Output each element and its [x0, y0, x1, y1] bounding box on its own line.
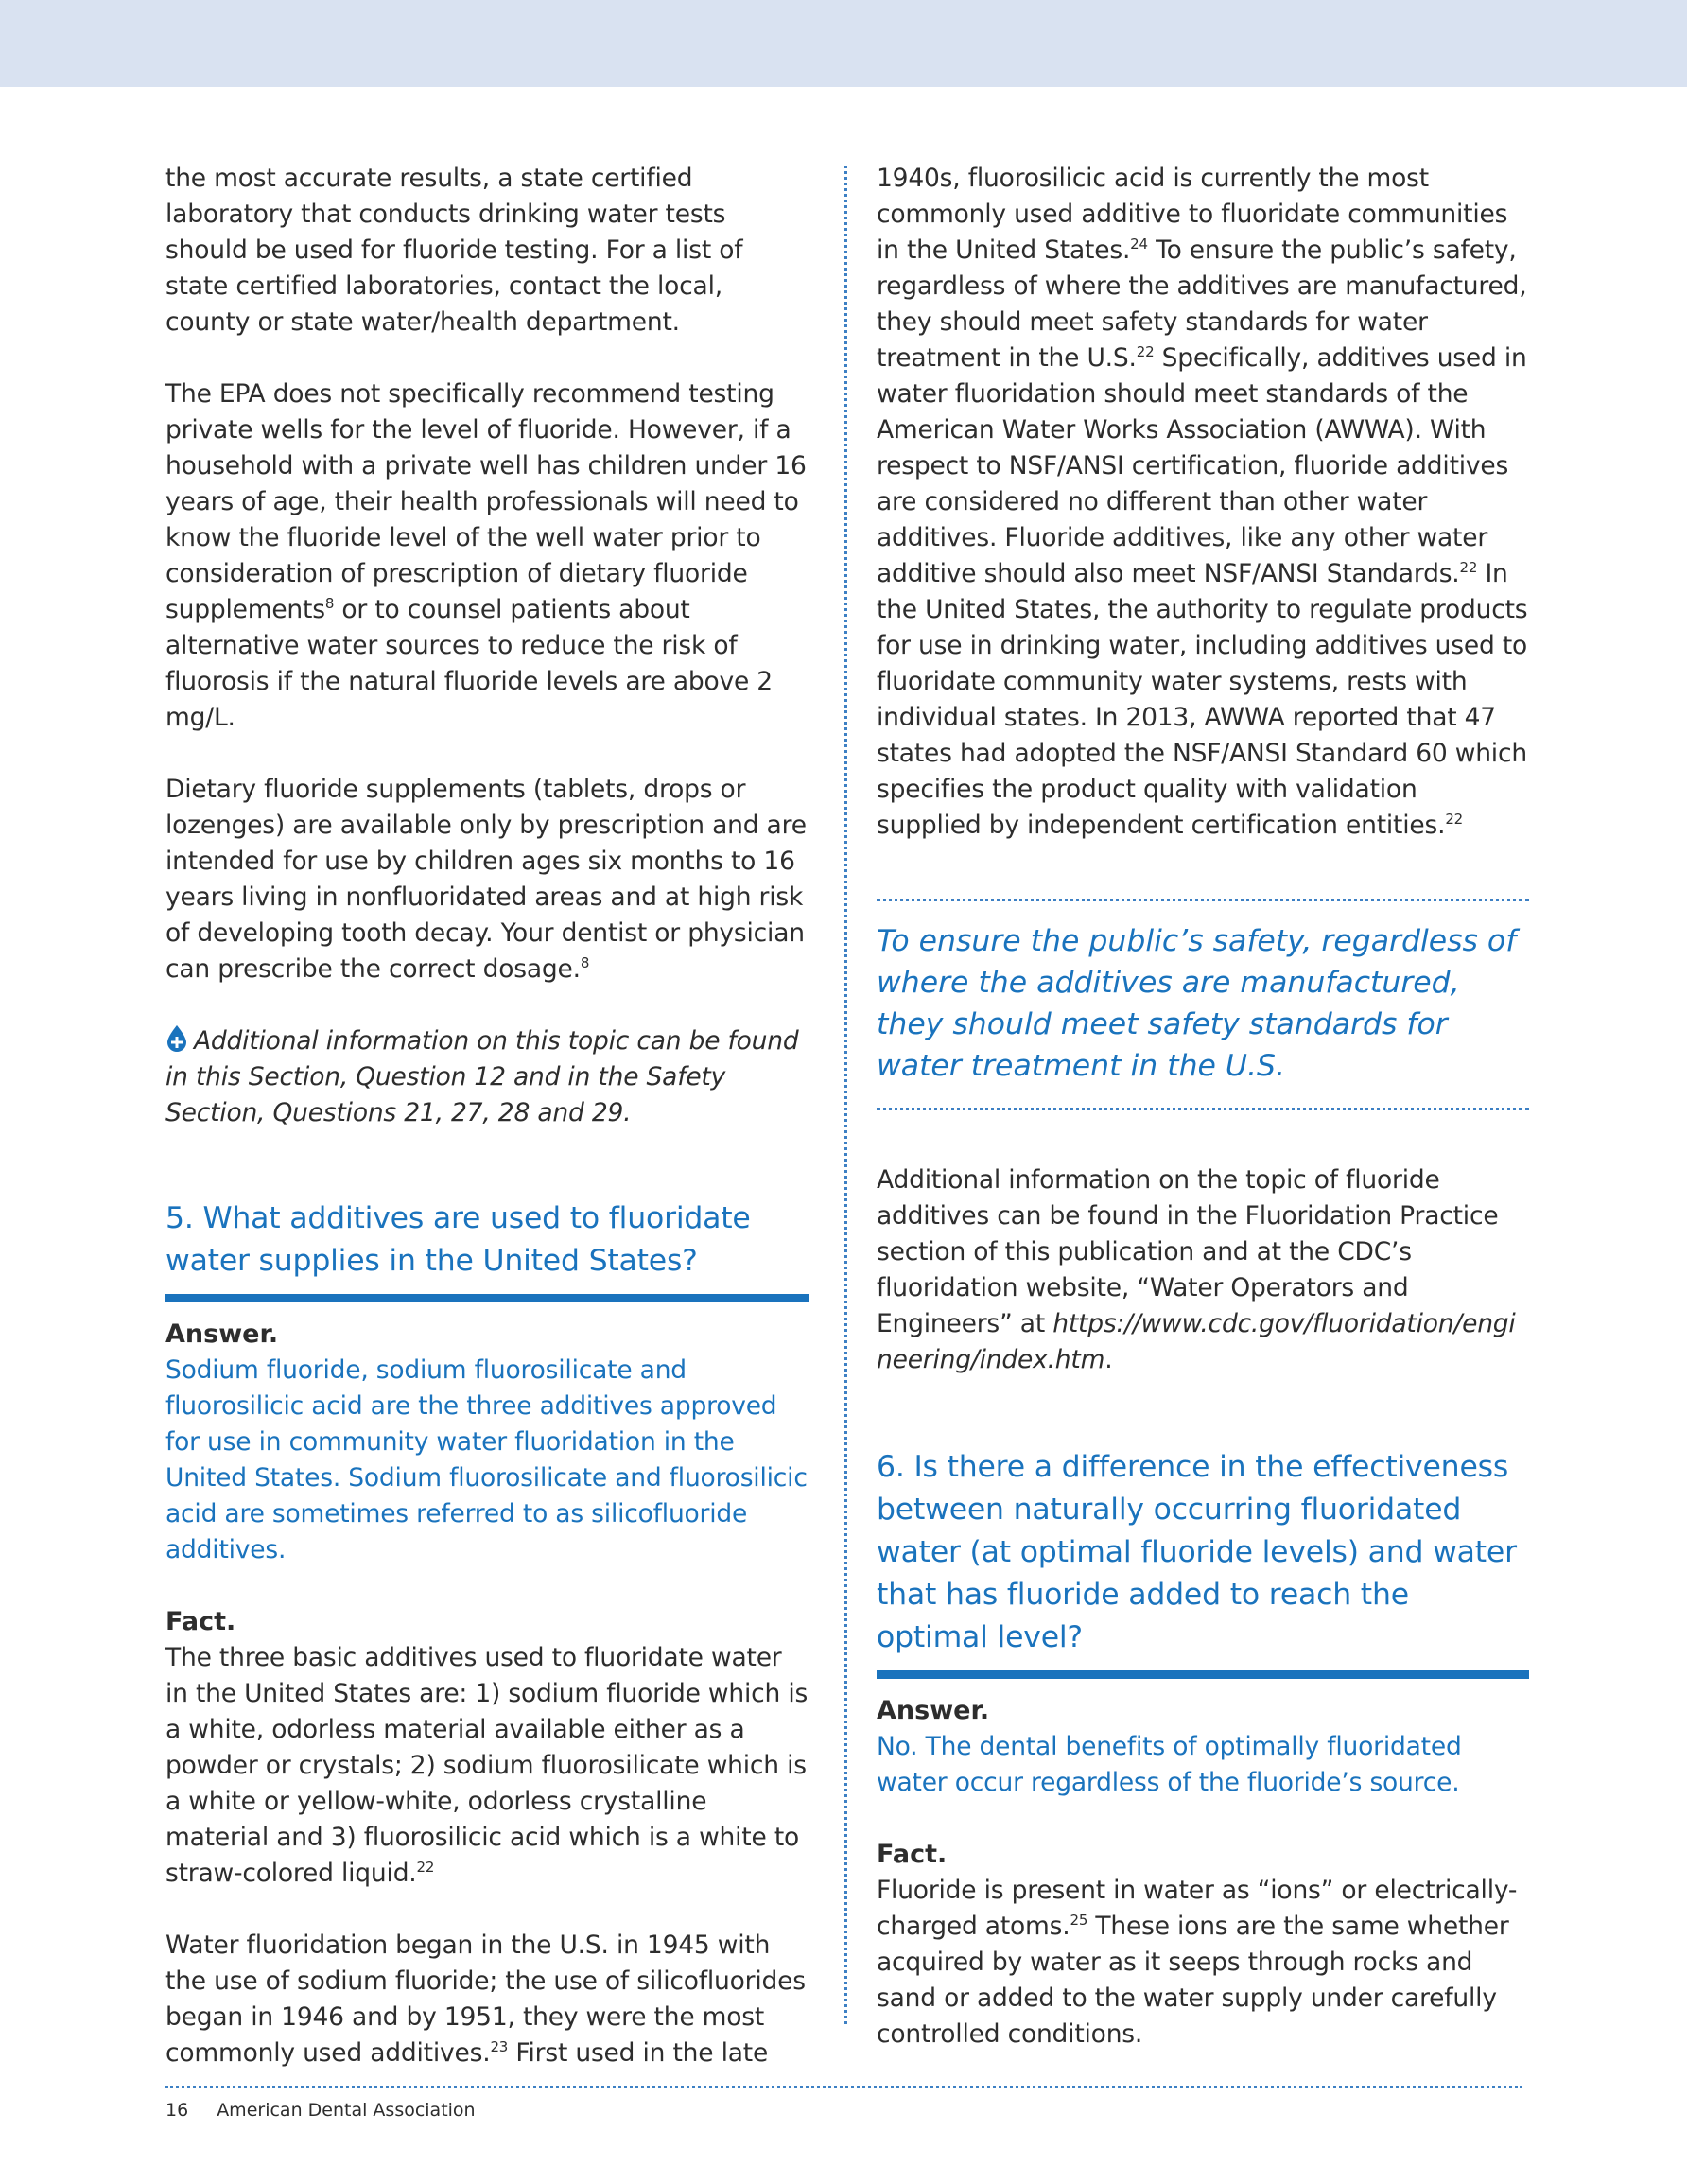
question-6-answer: No. The dental benefits of optimally fluoridated water occur regardless of the fluoride’s source.: [877, 1732, 1462, 1797]
answer-label: Answer.: [877, 1696, 990, 1725]
reference-mark: 8: [324, 595, 335, 613]
reference-mark: 22: [1445, 811, 1464, 829]
heading-rule: [165, 1294, 809, 1302]
question-5-fact-additives: The three basic additives used to fluoridate water in the United States are: 1) sodium fluoride which is a white, odorless material available either as a powder or crystals; 2) sodium fluorosilicate which is a white or yellow-white, odorless crystalline material and 3) fluorosilicic acid which is a white to straw-colored liquid.$^{22}$: [165, 1643, 809, 1888]
reference-mark: 22: [416, 1859, 435, 1877]
right-column: [877, 161, 1529, 2053]
header-band: [0, 0, 1687, 87]
pull-quote: To ensure the public’s safety, regardless of where the additives are manufactured, they should meet safety standards for water treatment in the U.S.: [877, 899, 1529, 1110]
fact-label: Fact.: [165, 1607, 236, 1636]
cdc-link[interactable]: https://www.cdc.gov/fluoridation/engineering/index.htm: [877, 1309, 1516, 1374]
reference-mark: 22: [1136, 343, 1155, 361]
reference-mark: 23: [490, 2038, 509, 2056]
question-6-heading: 6. Is there a difference in the effectiveness between naturally occurring fluoridated water (at optimal fluoride levels) and water that has fluoride added to reach the optimal level?: [877, 1450, 1517, 1654]
question-5-answer: Sodium fluoride, sodium fluorosilicate and fluorosilicic acid are the three additives approved for use in community water fluoridation in the United States. Sodium fluorosilicate and fluorosilicic acid are sometimes referred to as silicofluoride additives.: [165, 1355, 808, 1564]
page-number: 16: [165, 2100, 189, 2121]
reference-mark: 24: [1130, 236, 1148, 253]
additional-info-note: Additional information on this topic can be found in this Section, Question 12 and in the Safety Section, Questions 21, 27, 28 and 29.: [165, 1026, 799, 1127]
question-5-fact-history: Water fluoridation began in the U.S. in 1945 with the use of sodium fluoride; the use of silicofluorides began in 1946 and by 1951, they were the most commonly used additives.$^{23}$ First used in the late: [165, 1931, 806, 2068]
question-6-fact: Fluoride is present in water as “ions” or electrically-charged atoms.$^{25}$ These ions are the same whether acquired by water as it seeps through rocks and sand or added to the water supply under carefully controlled conditions.: [877, 1876, 1518, 2049]
answer-label: Answer.: [165, 1319, 279, 1349]
paragraph-supplements: Dietary fluoride supplements (tablets, drops or lozenges) are available only by prescription and are intended for use by children ages six months to 16 years living in nonfluoridated areas and at high risk of developing tooth decay. Your dentist or physician can prescribe the correct dosage.$^8$: [165, 775, 807, 984]
column-divider: [844, 166, 847, 2024]
fact-label: Fact.: [877, 1840, 948, 1869]
footer-rule: [165, 2086, 1522, 2088]
reference-mark: 22: [1459, 559, 1478, 577]
paragraph-testing-labs: the most accurate results, a state certified laboratory that conducts drinking water tests should be used for fluoride testing. For a list of state certified laboratories, contact the local, county or state water/health department.: [165, 164, 743, 337]
heading-rule: [877, 1670, 1529, 1679]
reference-mark: 25: [1070, 1912, 1088, 1930]
paragraph-private-wells: The EPA does not specifically recommend testing private wells for the level of fluoride. However, if a household with a private well has children under 16 years of age, their health professionals will need to know the fluoride level of the well water prior to consideration of prescription of dietary fluoride supplements$^8$ or to counsel patients about alternative water sources to reduce the risk of fluorosis if the natural fluoride levels are above 2 mg/L.: [165, 379, 807, 732]
water-drop-plus-icon: [165, 1024, 188, 1053]
question-5-heading: 5. What additives are used to fluoridate water supplies in the United States?: [165, 1201, 751, 1278]
left-column: [165, 161, 809, 2071]
publisher-name: American Dental Association: [217, 2100, 476, 2121]
paragraph-additional-info: Additional information on the topic of fluoride additives can be found in the Fluoridation Practice section of this publication and at the CDC’s fluoridation website, “Water Operators and Engineers” at https://www.cdc.gov/fluoridation/engineering/index.htm.: [877, 1165, 1516, 1374]
paragraph-additive-standards: 1940s, fluorosilicic acid is currently the most commonly used additive to fluoridate communities in the United States.$^{24}$ To ensure the public’s safety, regardless of where the additives are manufactured, they should meet safety standards for water treatment in the U.S.$^{22}$ Specifically, additives used in water fluoridation should meet standards of the American Water Works Association (AWWA). With respect to NSF/ANSI certification, fluoride additives are considered no different than other water additives. Fluoride additives, like any other water additive should also meet NSF/ANSI Standards.$^{22}$ In the United States, the authority to regulate products for use in drinking water, including additives used to fluoridate community water systems, rests with individual states. In 2013, AWWA reported that 47 states had adopted the NSF/ANSI Standard 60 which specifies the product quality with validation supplied by independent certification entities.$^{22}$: [877, 164, 1528, 840]
page-footer: [165, 2100, 476, 2121]
reference-mark: 8: [580, 954, 590, 972]
